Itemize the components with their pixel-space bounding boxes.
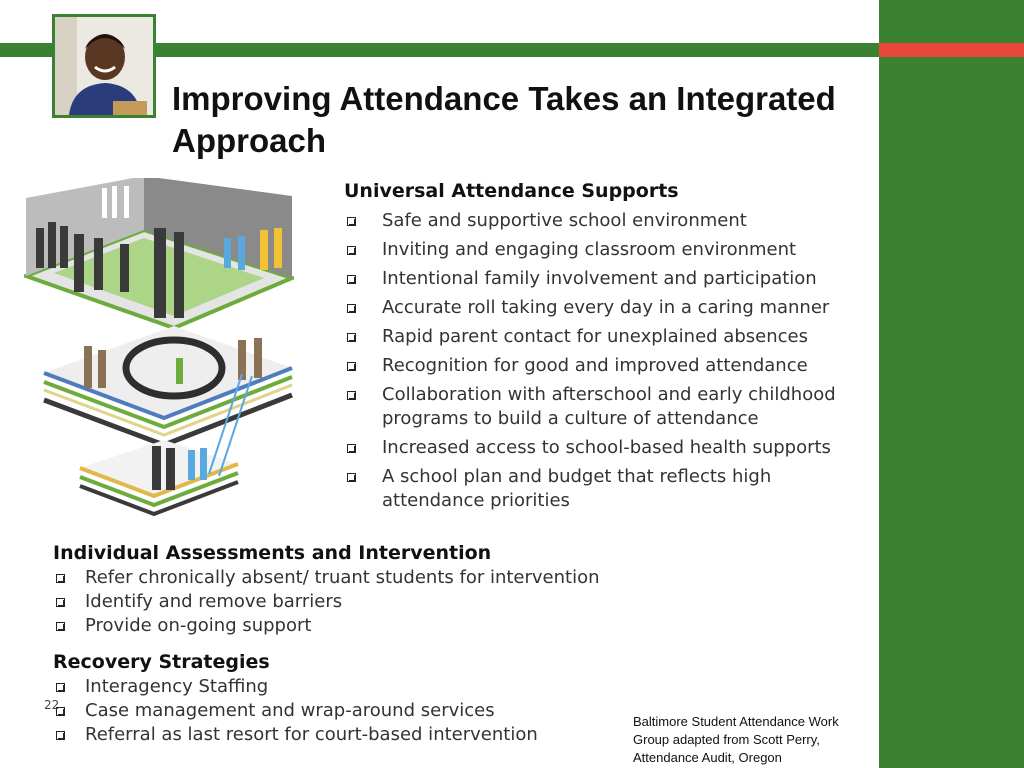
list-item: Refer chronically absent/ truant students for intervention <box>53 566 673 590</box>
list-item: Accurate roll taking every day in a caring manner <box>344 296 879 320</box>
student-photo-illustration <box>55 17 153 115</box>
checkbox-bullet-icon <box>347 362 356 371</box>
checkbox-bullet-icon <box>347 275 356 284</box>
recovery-strategies-heading: Recovery Strategies <box>53 651 270 673</box>
checkbox-bullet-icon <box>347 473 356 482</box>
universal-supports-heading: Universal Attendance Supports <box>344 180 679 202</box>
individual-assessments-section <box>53 541 673 638</box>
checkbox-bullet-icon <box>56 622 65 631</box>
list-item: Identify and remove barriers <box>53 590 673 614</box>
universal-supports-list <box>344 209 879 513</box>
list-item: Provide on-going support <box>53 614 673 638</box>
checkbox-bullet-icon <box>56 574 65 583</box>
recovery-strategies-list <box>53 675 613 747</box>
accent-rule <box>879 43 1024 57</box>
side-band <box>879 0 1024 768</box>
checkbox-bullet-icon <box>347 217 356 226</box>
list-item: Safe and supportive school environment <box>344 209 879 233</box>
checkbox-bullet-icon <box>347 333 356 342</box>
list-item: Interagency Staffing <box>53 675 613 699</box>
list-item: Recognition for good and improved attendance <box>344 354 879 378</box>
checkbox-bullet-icon <box>347 246 356 255</box>
checkbox-bullet-icon <box>56 598 65 607</box>
tiered-support-illustration <box>24 178 294 523</box>
list-item: A school plan and budget that reflects high attendance priorities <box>344 465 879 513</box>
list-item: Rapid parent contact for unexplained absences <box>344 325 879 349</box>
slide-title: Improving Attendance Takes an Integrated Approach <box>172 80 836 159</box>
list-item: Inviting and engaging classroom environment <box>344 238 879 262</box>
recovery-strategies-section <box>53 650 613 747</box>
page-number: 22 <box>44 698 60 712</box>
checkbox-bullet-icon <box>56 683 65 692</box>
list-item: Case management and wrap-around services <box>53 699 613 723</box>
checkbox-bullet-icon <box>347 304 356 313</box>
universal-supports-section <box>344 178 879 513</box>
student-photo <box>52 14 156 118</box>
source-citation: Baltimore Student Attendance Work Group adapted from Scott Perry, Attendance Audit, Oregon <box>633 714 839 765</box>
individual-assessments-heading: Individual Assessments and Intervention <box>53 542 492 564</box>
individual-assessments-list <box>53 566 673 638</box>
checkbox-bullet-icon <box>347 444 356 453</box>
list-item: Referral as last resort for court-based intervention <box>53 723 613 747</box>
checkbox-bullet-icon <box>56 731 65 740</box>
tiered-layers-graphic <box>24 178 294 523</box>
checkbox-bullet-icon <box>347 391 356 400</box>
list-item: Increased access to school-based health supports <box>344 436 879 460</box>
list-item: Intentional family involvement and participation <box>344 267 879 291</box>
list-item: Collaboration with afterschool and early childhood programs to build a culture of attendance <box>344 383 879 431</box>
